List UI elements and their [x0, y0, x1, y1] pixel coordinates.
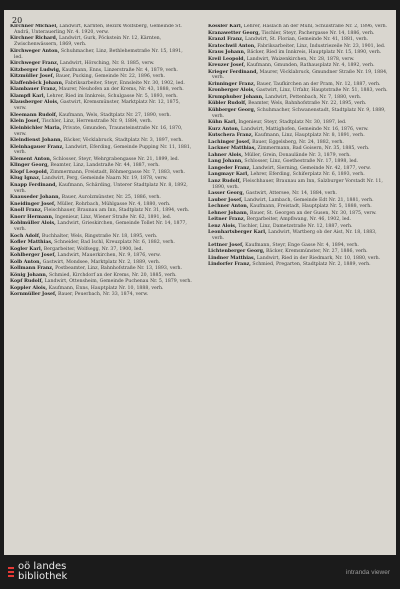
entry-name: Klinger Georg, — [10, 163, 49, 169]
entry-name: Kogler Karl, — [10, 246, 43, 252]
entry-name: Leonhartsberger Karl, — [208, 230, 267, 236]
directory-entry — [10, 247, 192, 253]
directory-entry — [208, 140, 390, 146]
directory-entry — [208, 44, 390, 50]
entry-name: Klaffenböck Johann, — [10, 80, 64, 86]
library-logo[interactable] — [0, 562, 67, 582]
entry-details: Kaufmann, Gmunden, Rathausplatz Nr. 4, 1892, verh. — [246, 63, 375, 68]
directory-entry — [208, 230, 390, 242]
directory-entry — [208, 204, 390, 210]
directory-entry — [208, 101, 390, 107]
entry-name: Lehner Johann, — [208, 210, 249, 216]
entry-details: Zimmermann, Bad Goisern, Nr. 35, 1885, verh. — [257, 146, 370, 152]
directory-entry — [208, 249, 390, 255]
entry-name: Kronberger Alois, — [208, 88, 255, 94]
entry-name: Leitner Franz, — [208, 217, 246, 223]
directory-entry — [208, 63, 390, 69]
entry-details: Schneider, Bad Ischl, Kreuzplatz Nr. 6, 1882, verh. — [54, 240, 175, 246]
entry-name: Knorr Hermann, — [10, 214, 54, 220]
directory-entry — [10, 87, 192, 93]
entry-details: Ingenieur, Steyr, Stadtplatz Nr. 30, 1897, led. — [238, 120, 347, 126]
entry-name: Langmayr Karl, — [208, 172, 249, 178]
directory-entry — [10, 119, 192, 125]
entry-name: Krumphuber Johann, — [208, 94, 264, 100]
entry-details: Schlosser, Steyr, Wehrgrabengasse Nr. 21, 1899, led. — [52, 156, 180, 162]
entry-name: Kratochwil Anton, — [208, 43, 256, 49]
entry-name: Lahner Alois, — [208, 152, 243, 158]
entry-details: Kaufmann, Enns, Hauptplatz Nr. 10, 1888, verh. — [48, 285, 164, 291]
directory-entry — [10, 234, 192, 240]
entry-details: Müller, Grein, Donaulände Nr. 3, 1879, verh. — [244, 152, 351, 158]
entry-name: Kössler Karl, — [208, 24, 243, 29]
entry-name: Lettner Josef, — [208, 242, 244, 248]
entry-name: Klug Ignaz, — [10, 176, 41, 182]
directory-entry — [208, 82, 390, 88]
entry-name: Lichtenberger Georg, — [208, 249, 265, 255]
entry-name: Kitzberger Ludwig, — [10, 67, 61, 73]
logo-mark-icon — [8, 566, 14, 578]
entry-details: Bäcker, Vöcklabruck, Stadtplatz Nr. 3, 1897, verh. — [63, 138, 183, 144]
directory-entry — [10, 157, 192, 163]
entry-details: Schuhmacher, Linz, Bethlehemstraße Nr. 15, 1891, led. — [14, 48, 183, 60]
entry-details: Tischler, Steyr, Pachergasse Nr. 14, 1886, verh. — [261, 30, 375, 36]
entry-details: Buchhalter, Wels, Ringstraße Nr. 18, 1895, verh. — [41, 233, 158, 239]
directory-entry — [10, 286, 192, 292]
directory-entry — [208, 153, 390, 159]
entry-details: Postbeamter, Linz, Bahnhofstraße Nr. 13, 1893, verh. — [55, 266, 183, 272]
entry-name: Kühberger Georg, — [208, 107, 256, 113]
entry-details: Maurer, Vöcklabruck, Gmundner Straße Nr. 19, 1884, verh. — [212, 69, 388, 81]
entry-name: Kreil Leopold, — [208, 56, 246, 62]
directory-entry — [208, 120, 390, 126]
entry-name: Kitzmüller Josef, — [10, 74, 55, 80]
directory-entry — [208, 191, 390, 197]
entry-name: Kleinbichler Maria, — [10, 125, 62, 131]
entry-name: Kraus Johann, — [208, 50, 246, 55]
entry-name: Knauseder Johann, — [10, 195, 61, 201]
entry-name: Koch Adolf, — [10, 233, 41, 239]
entry-name: Kurz Anton, — [208, 126, 240, 132]
entry-name: Knoll Franz, — [10, 208, 43, 214]
directory-entry — [10, 49, 192, 61]
entry-name: Lauber Josef, — [208, 197, 243, 203]
entry-name: Kohlberger Josef, — [10, 253, 56, 259]
directory-entry — [208, 211, 390, 217]
logo-line2: bibliothek — [18, 571, 68, 582]
entry-details: Bergarbeiter, Ampflwang, Nr. 46, 1902, led. — [246, 217, 351, 223]
entry-name: König Johann, — [10, 272, 48, 278]
entry-name: Kopf Rudolf, — [10, 279, 44, 285]
page-number: 20 — [12, 16, 23, 25]
directory-entry — [10, 74, 192, 80]
directory-entry — [10, 138, 192, 144]
entry-details: Bäcker, Ried im Innkreis, Hauptplatz Nr. 15, 1890, verh. — [247, 50, 382, 55]
entry-details: Landwirt, St. Florian, Gemeinde Nr. 41, 1881, verh. — [245, 37, 369, 42]
entry-details: Landwirt, Ried in der Riedmark, Nr. 10, 1880, verh. — [256, 255, 381, 261]
logo-line1: oö landes — [18, 561, 67, 572]
entry-details: Fabriksarbeiter, Steyr, Ennsleite Nr. 30, 1902, led. — [65, 80, 185, 86]
entry-details: Bauer, Eggelsberg, Nr. 24, 1882, verh. — [252, 139, 344, 145]
entry-details: Kaufmann, Freistadt, Hauptplatz Nr. 5, 1888, verh. — [249, 204, 372, 210]
entry-details: Landwirt, Waizenkirchen, Nr. 28, 1878, verw. — [246, 56, 355, 62]
entry-details: Schmied, Kirchdorf an der Krems, Nr. 20, 1885, verh. — [48, 272, 177, 278]
directory-entry — [208, 24, 390, 30]
entry-details: Kaufmann, Enns, Linzerstraße Nr. 4, 1879, verh. — [61, 67, 178, 73]
entry-name: Langeder Franz, — [208, 165, 251, 171]
entry-details: Fleischhauer, Braunau am Inn, Salzburger Vorstadt Nr. 11, 1890, verh. — [212, 178, 383, 190]
right-column — [208, 24, 390, 552]
directory-entry — [208, 179, 390, 191]
directory-entry — [10, 221, 192, 233]
directory-entry — [208, 166, 390, 172]
directory-entry — [10, 292, 192, 298]
entry-details: Landwirt, Eferding, Gemeinde Pupping Nr. 11, 1881, verh. — [14, 144, 192, 156]
entry-details: Schmied, Pregarten, Stadtplatz Nr. 2, 1889, verh. — [252, 262, 371, 268]
directory-entry — [208, 88, 390, 94]
entry-name: Kirchner Michael, — [10, 24, 58, 29]
directory-entry — [208, 37, 390, 43]
viewer-label: intranda viewer — [345, 568, 390, 576]
directory-entry — [208, 159, 390, 165]
entry-details: Landwirt, Sierning, Gemeinde Nr. 42, 1877, verw. — [252, 165, 371, 171]
directory-entry — [10, 100, 192, 112]
directory-entry — [10, 240, 192, 246]
entry-details: Landwirt, Lambach, Gemeinde Edt Nr. 21, 1881, verh. — [244, 197, 374, 203]
entry-name: Kübler Rudolf, — [208, 101, 247, 107]
entry-name: Koppler Alois, — [10, 285, 48, 291]
entry-details: Beamter, Wels, Bahnhofstraße Nr. 22, 1895, verh. — [248, 101, 367, 107]
entry-details: Müller, Rohrbach, Mühlgasse Nr. 4, 1880, verh. — [57, 201, 171, 207]
directory-entry — [10, 195, 192, 201]
entry-details: Landwirt, Hörsching, Nr. 8. 1885, verw. — [59, 61, 155, 67]
entry-details: Landwirt, Grieskirchen, Gemeinde Tollet Nr. 14, 1877, verh. — [14, 221, 187, 233]
entry-details: Tischler, Linz, Dametzstraße Nr. 12, 1887, verh. — [238, 223, 353, 229]
entry-details: Schlosser, Linz, Goethestraße Nr. 17, 1898, led. — [244, 159, 359, 165]
entry-name: Kneidinger Josef, — [10, 201, 56, 207]
entry-name: Krieger Ferdinand, — [208, 69, 259, 75]
entry-name: Kirchweger Franz, — [10, 61, 59, 67]
entry-name: Lang Johann, — [208, 159, 243, 165]
entry-name: Kleemann Rudolf, — [10, 112, 58, 118]
directory-entry — [208, 31, 390, 37]
entry-details: Tischler, Linz, Herrenstraße Nr. 9, 1884, verh. — [41, 119, 153, 125]
entry-name: Klambauer Franz, — [10, 87, 58, 93]
entry-name: Kollmann Franz, — [10, 266, 54, 272]
entry-name: Klausberger Alois, — [10, 100, 59, 106]
entry-name: Klement Anton, — [10, 156, 52, 162]
entry-name: Lindner Matthias, — [208, 255, 256, 261]
entry-details: Landwirt, Perg, Gemeinde Naarn Nr. 19, 1878, verw. — [41, 176, 168, 182]
entry-name: Lanz Rudolf, — [208, 178, 242, 184]
directory-entry — [10, 266, 192, 272]
directory-entry — [10, 24, 192, 36]
entry-details: Maurer, Neuhofen an der Krems, Nr. 43, 1888, verh. — [58, 87, 184, 93]
directory-entry — [208, 127, 390, 133]
entry-name: Kofler Matthias, — [10, 240, 53, 246]
entry-details: Bauer, Peuerbach, Nr. 33, 1874, verw. — [58, 292, 149, 298]
directory-entry — [10, 183, 192, 195]
entry-details: Landwirt, Mauerkirchen, Nr. 9, 1876, verw. — [57, 253, 161, 259]
entry-details: Bauer, Aurolzmünster, Nr. 25, 1886, verh. — [61, 195, 161, 201]
entry-details: Landwirt, Ottensheim, Gemeinde Puchenau Nr. 5, 1879, verh. — [44, 279, 192, 285]
directory-entry — [208, 172, 390, 178]
entry-details: Gastwirt, Attersee, Nr. 14, 1884, verh. — [245, 191, 337, 197]
viewer-footer — [0, 555, 400, 589]
entry-name: Lechner Anton, — [208, 204, 249, 210]
entry-details: Lehrer, Ried im Innkreis, Schulgasse Nr. 5, 1893, verh. — [46, 93, 178, 99]
directory-entry — [10, 202, 192, 208]
directory-entry — [10, 94, 192, 100]
directory-entry — [10, 170, 192, 176]
entry-details: Beamter, Linz, Landstraße Nr. 44, 1887, verh. — [50, 163, 160, 169]
entry-details: Landwirt, Mattighofen, Gemeinde Nr. 16, 1876, verw. — [241, 126, 369, 132]
directory-entry — [10, 61, 192, 67]
entry-details: Landwirt, Wartberg ob der Aist, Nr. 18, 1883, verh. — [212, 230, 377, 242]
directory-entry — [208, 50, 390, 56]
directory-entry — [208, 108, 390, 120]
directory-entry — [208, 262, 390, 268]
directory-entry — [10, 68, 192, 74]
entry-details: Gastwirt, Linz, Urfahr, Hauptstraße Nr. 51, 1883, verh. — [256, 88, 388, 94]
entry-details: Landwirt, Pettenbach, Nr. 7, 1880, verh. — [265, 94, 362, 100]
entry-details: Zimmermann, Freistadt, Böhmergasse Nr. 7, 1883, verh. — [49, 169, 186, 175]
entry-details: Fleischhauer, Braunau am Inn, Stadtplatz Nr. 31, 1894, verh. — [43, 208, 190, 214]
directory-entry — [10, 215, 192, 221]
entry-details: Gastwirt, Mondsee, Marktplatz Nr. 2, 1889, verh. — [42, 259, 161, 265]
entry-name: Lachinger Josef, — [208, 139, 251, 145]
entry-details: Kaufmann, Linz, Hauptplatz Nr. 8, 1891, verh. — [254, 133, 365, 139]
entry-name: Kleindienst Johann, — [10, 138, 63, 144]
entry-details: Lehrer, Eferding, Schiferplatz Nr. 6, 1893, verh. — [250, 172, 365, 178]
entry-name: Kornmüller Josef, — [10, 292, 57, 298]
entry-name: Kirchweger Anton, — [10, 48, 60, 54]
entry-name: Lackner Matthias, — [208, 146, 256, 152]
entry-name: Kühn Karl, — [208, 120, 237, 126]
entry-name: Lenz Alois, — [208, 223, 237, 229]
directory-entry — [10, 253, 192, 259]
directory-entry — [10, 163, 192, 169]
entry-name: Klein Josef, — [10, 119, 41, 125]
scanned-page — [4, 10, 396, 555]
entry-name: Kranawetter Georg, — [208, 30, 260, 36]
entry-details: Bauer, St. Georgen an der Gusen, Nr. 30, 1875, verw. — [249, 210, 377, 216]
directory-entry — [208, 198, 390, 204]
directory-entry — [10, 113, 192, 119]
entry-name: Kirchner Richard, — [10, 36, 58, 42]
directory-entry — [10, 208, 192, 214]
directory-entry — [208, 95, 390, 101]
directory-entry — [10, 260, 192, 266]
directory-entry — [10, 126, 192, 138]
entry-name: Kranzl Franz, — [208, 37, 244, 42]
entry-name: Kolb Anton, — [10, 259, 42, 265]
entry-details: Landwirt, Kärnten, Bezirk Wolfsberg, Gemeinde St. Andrä, Unterauerling Nr. 4. 1920, verw. — [14, 24, 182, 35]
directory-entry — [208, 243, 390, 249]
entry-name: Klopf Leopold, — [10, 169, 49, 175]
entry-details: Bauer, Taufkirchen an der Pram, Nr. 12, 1887, verh. — [256, 81, 381, 87]
entry-details: Fabriksarbeiter, Linz, Industriezeile Nr. 23, 1901, led. — [257, 43, 386, 49]
directory-entry — [208, 57, 390, 63]
entry-details: Private, Gmunden, Traunsteinstraße Nr. 16, 1870, verw. — [14, 125, 183, 137]
entry-details: Schuhmacher, Schwanenstadt, Stadtplatz Nr. 9, 1889, verh. — [212, 107, 386, 119]
entry-details: Bauer, Pucking, Gemeinde Nr. 22, 1896, verh. — [55, 74, 165, 80]
entry-details: Landwirt, Gurk, Pöckstein Nr. 12, Kärnten, Zwischenwässern, 1869, verh. — [14, 36, 162, 48]
directory-entry — [10, 145, 192, 157]
entry-details: Bergarbeiter, Wolfsegg, Nr. 37, 1900, led. — [43, 246, 144, 252]
directory-entry — [10, 279, 192, 285]
directory-entry — [208, 146, 390, 152]
directory-entry — [208, 256, 390, 262]
entry-name: Klampfl Karl, — [10, 93, 46, 99]
entry-details: Lehrer, Haslach an der Mühl, Schulstraße Nr. 2, 1896, verh. — [243, 24, 388, 29]
entry-name: Kleinhagauer Franz, — [10, 144, 64, 150]
entry-details: Kaufmann, Steyr, Enge Gasse Nr. 4, 1894, verh. — [245, 242, 359, 248]
directory-entry — [10, 176, 192, 182]
directory-entry — [208, 70, 390, 82]
entry-details: Kaufmann, Wels, Stadtplatz Nr. 27, 1890, verh. — [58, 112, 171, 118]
entry-details: Ingenieur, Linz, Wiener Straße Nr. 62, 1891, led. — [55, 214, 172, 220]
entry-details: Bäcker, Kremsmünster, Nr. 27, 1886, verh. — [265, 249, 368, 255]
directory-entry — [10, 36, 192, 48]
directory-entry — [208, 133, 390, 139]
directory-entry — [10, 273, 192, 279]
left-column — [10, 24, 192, 552]
entry-name: Kutschera Franz, — [208, 133, 254, 139]
directory-entry — [10, 81, 192, 87]
directory-entry — [208, 217, 390, 223]
entry-details: Gastwirt, Kremsmünster, Marktplatz Nr. 12, 1875, verw. — [14, 100, 181, 112]
entry-name: Koblmüller Alois, — [10, 221, 56, 227]
entry-name: Kreuzer Josef, — [208, 63, 246, 68]
entry-name: Knapp Ferdinand, — [10, 182, 58, 188]
directory-entry — [208, 224, 390, 230]
entry-details: Kaufmann, Schärding, Unterer Stadtplatz Nr. 8, 1892, verh. — [14, 182, 188, 194]
entry-name: Krinninger Franz, — [208, 81, 256, 87]
entry-name: Lasser Georg, — [208, 191, 245, 197]
entry-name: Lindorfer Franz, — [208, 262, 251, 268]
